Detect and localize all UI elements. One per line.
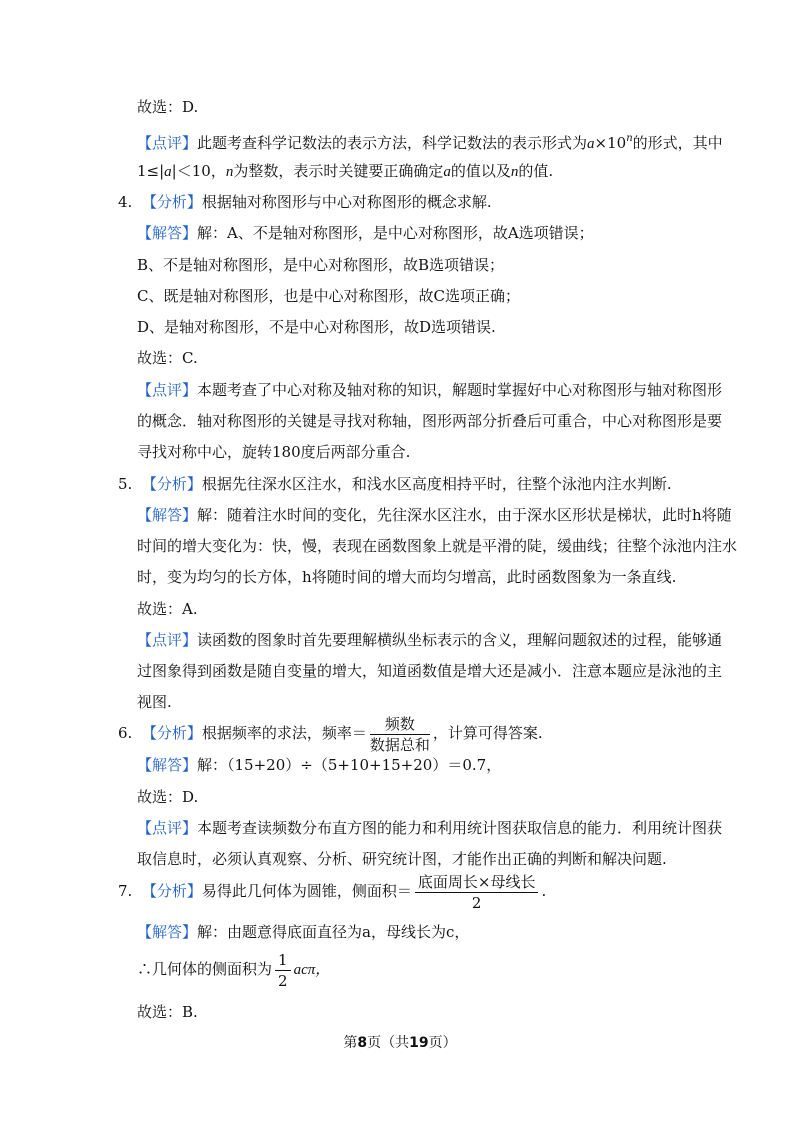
text-line: 过图象得到函数是随自变量的增大，知道函数值是增大还是减小．注意本题应是泳池的主	[137, 662, 723, 680]
comment-line	[137, 817, 722, 839]
fraction-denominator: 2	[471, 893, 482, 912]
fraction-numerator: 底面周长×母线长	[415, 872, 539, 893]
text: .	[541, 882, 547, 900]
text: ∴几何体的侧面积为	[137, 960, 273, 978]
text: 的值.	[518, 162, 554, 180]
text: n	[510, 164, 519, 180]
text-line: B、不是轴对称图形，是中心对称图形，故B选项错误；	[137, 256, 505, 274]
text: 解：（15+20）÷（5+10+15+20）＝0.7，	[197, 756, 502, 774]
question-6-analysis	[118, 712, 543, 755]
footer-text: 页）	[428, 1035, 457, 1051]
answer-choice: 故选：D.	[137, 98, 199, 116]
text-line: 的概念．轴对称图形的关键是寻找对称轴，图形两部分折叠后可重合，中心对称图形是要	[137, 412, 723, 430]
comment-line	[137, 128, 723, 155]
page-footer	[0, 1032, 800, 1052]
text: acπ，	[293, 962, 331, 978]
solution-tag: 【解答】	[137, 224, 198, 242]
footer-text: 页（共	[367, 1035, 410, 1051]
comment-tag: 【点评】	[137, 134, 198, 152]
text-line: 取信息时，必须认真观察、分析、研究统计图，才能作出正确的判断和解决问题.	[137, 850, 667, 868]
analysis-tag: 【分析】	[141, 475, 202, 493]
answer-choice: 故选：D.	[137, 788, 199, 806]
fraction-denominator: 数据总和	[369, 735, 430, 754]
text-line: 视图.	[137, 693, 172, 711]
comment-line	[137, 160, 553, 183]
text: 为整数，表示时关键要正确确定	[233, 162, 444, 180]
text: 此题考查科学记数法的表示方法，科学记数法的表示形式为	[197, 134, 588, 152]
text: ，计算可得答案.	[432, 724, 543, 742]
footer-text: 第	[343, 1035, 358, 1051]
question-6-solution	[137, 754, 501, 776]
text: 根据先往深水区注水，和浅水区高度相持平时，往整个泳池内注水判断.	[201, 475, 672, 493]
total-pages: 19	[409, 1035, 429, 1051]
text: 根据频率的求法，频率＝	[201, 724, 367, 742]
question-7-analysis	[118, 870, 546, 913]
text: 本题考查了中心对称及轴对称的知识，解题时掌握好中心对称图形与轴对称图形	[197, 381, 723, 399]
text: 解：A、不是轴对称图形，是中心对称图形，故A选项错误；	[197, 224, 594, 242]
text-line: D、是轴对称图形，不是中心对称图形，故D选项错误.	[137, 318, 496, 336]
question-4-solution	[137, 222, 594, 244]
fraction	[275, 950, 291, 991]
solution-tag: 【解答】	[137, 756, 198, 774]
text: n	[225, 164, 234, 180]
text-line: 寻找对称中心，旋转180度后两部分重合.	[137, 443, 411, 461]
text: 根据轴对称图形与中心对称图形的概念求解.	[201, 193, 492, 211]
analysis-tag: 【分析】	[141, 882, 202, 900]
question-7-solution	[137, 921, 469, 943]
question-5-solution	[137, 504, 732, 526]
text: 本题考查读频数分布直方图的能力和利用统计图获取信息的能力．利用统计图获	[197, 819, 723, 837]
answer-choice: 故选：C.	[137, 349, 198, 367]
fraction-numerator: 频数	[370, 714, 430, 735]
text: a	[164, 164, 172, 180]
text-line	[137, 948, 330, 991]
comment-tag: 【点评】	[137, 631, 198, 649]
solution-tag: 【解答】	[137, 923, 198, 941]
question-number: 7.	[118, 882, 133, 900]
comment-line	[137, 629, 722, 651]
text: 1≤|	[137, 162, 165, 180]
text-line: C、既是轴对称图形，也是中心对称图形，故C选项正确；	[137, 287, 520, 305]
text: a	[443, 164, 451, 180]
text: 解：随着注水时间的变化，先往深水区注水，由于深水区形状是梯状，此时h将随	[197, 506, 732, 524]
text: 的值以及	[450, 162, 511, 180]
question-number: 4.	[118, 193, 133, 211]
comment-line	[137, 379, 722, 401]
text: |＜10，	[171, 162, 226, 180]
fraction	[415, 872, 539, 913]
text: a	[587, 136, 595, 152]
fraction-numerator: 1	[275, 950, 291, 971]
superscript: n	[626, 133, 633, 144]
comment-tag: 【点评】	[137, 381, 198, 399]
question-5-analysis	[118, 473, 672, 495]
question-number: 6.	[118, 724, 133, 742]
question-4-analysis	[118, 191, 492, 213]
answer-choice: 故选：B.	[137, 1003, 198, 1021]
solution-tag: 【解答】	[137, 506, 198, 524]
comment-tag: 【点评】	[137, 819, 198, 837]
analysis-tag: 【分析】	[141, 193, 202, 211]
text: 解：由题意得底面直径为a，母线长为c，	[197, 923, 470, 941]
fraction	[370, 714, 430, 755]
answer-choice: 故选：A.	[137, 600, 198, 618]
text: ×10	[594, 134, 627, 152]
text-line: 时，变为均匀的长方体，h将随时间的增大而均匀增高，此时函数图象为一条直线.	[137, 568, 677, 586]
text: 读函数的图象时首先要理解横纵坐标表示的含义，理解问题叙述的过程，能够通	[197, 631, 723, 649]
text-line: 时间的增大变化为：快，慢，表现在函数图象上就是平滑的陡，缓曲线；往整个泳池内注水	[137, 537, 738, 555]
analysis-tag: 【分析】	[141, 724, 202, 742]
text: 易得此几何体为圆锥，侧面积＝	[201, 882, 412, 900]
text: 的形式，其中	[632, 134, 723, 152]
question-number: 5.	[118, 475, 133, 493]
fraction-denominator: 2	[278, 971, 288, 990]
page-number: 8	[357, 1035, 368, 1051]
